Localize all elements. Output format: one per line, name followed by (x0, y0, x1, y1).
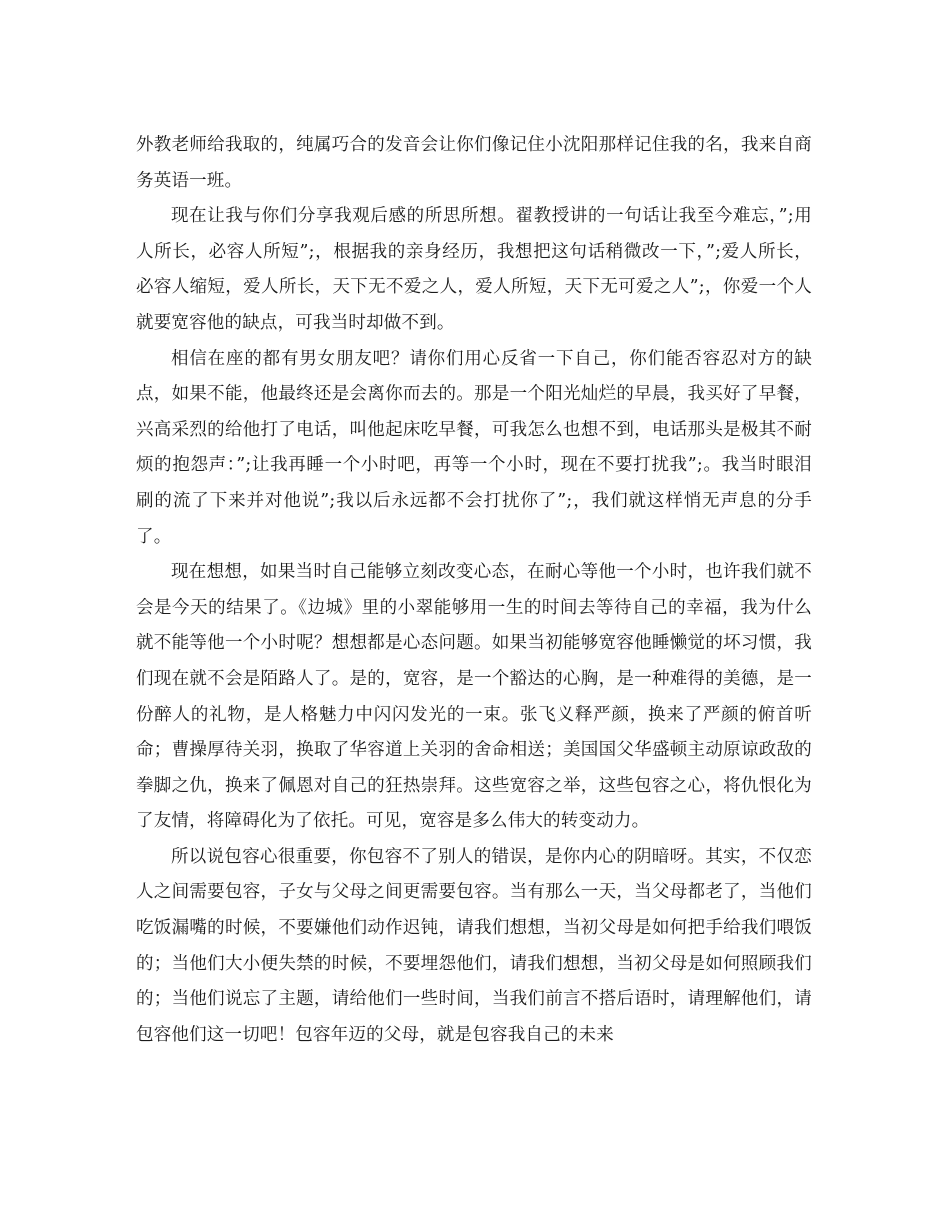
paragraph-4: 现在想想，如果当时自己能够立刻改变心态，在耐心等他一个小时，也许我们就不会是今天的结果了。《边城》里的小翠能够用一生的时间去等待自己的幸福，我为什么就不能等他一个小时呢？想想都是心态问题。如果当初能够宽容他睡懒觉的坏习惯，我们现在就不会是陌路人了。是的，宽容，是一个豁达的心胸，是一种难得的美德，是一份醉人的礼物，是人格魅力中闪闪发光的一束。张飞义释严颜，换来了严颜的俯首听命；曹操厚待关羽，换取了华容道上关羽的舍命相送；美国国父华盛顿主动原谅政敌的拳脚之仇，换来了佩恩对自己的狂热崇拜。这些宽容之举，这些包容之心，将仇恨化为了友情，将障碍化为了依托。可见，宽容是多么伟大的转变动力。 (136, 562, 812, 832)
paragraph-2: 现在让我与你们分享我观后感的所思所想。翟教授讲的一句话让我至今难忘，”;用人所长，必容人所短”;，根据我的亲身经历，我想把这句话稍微改一下，”;爱人所长，必容人缩短，爱人所长，天下无不爱之人，爱人所短，天下无可爱之人”;，你爱一个人就要宽容他的缺点，可我当时却做不到。 (136, 206, 812, 333)
paragraph-1: 外教老师给我取的，纯属巧合的发音会让你们像记住小沈阳那样记住我的名，我来自商务英语一班。 (136, 135, 812, 191)
document-body (136, 128, 812, 1053)
paragraph-5: 所以说包容心很重要，你包容不了别人的错误，是你内心的阴暗呀。其实，不仅恋人之间需要包容，子女与父母之间更需要包容。当有那么一天，当父母都老了，当他们吃饭漏嘴的时候，不要嫌他们动作迟钝，请我们想想，当初父母是如何把手给我们喂饭的；当他们大小便失禁的时候，不要埋怨他们，请我们想想，当初父母是如何照顾我们的；当他们说忘了主题，请给他们一些时间，当我们前言不搭后语时，请理解他们，请包容他们这一切吧！包容年迈的父母，就是包容我自己的未来 (136, 846, 812, 1045)
paragraph-3: 相信在座的都有男女朋友吧？请你们用心反省一下自己，你们能否容忍对方的缺点，如果不能，他最终还是会离你而去的。那是一个阳光灿烂的早晨，我买好了早餐，兴高采烈的给他打了电话，叫他起床吃早餐，可我怎么也想不到，电话那头是极其不耐烦的抱怨声：”;让我再睡一个小时吧，再等一个小时，现在不要打扰我”;。我当时眼泪刷的流了下来并对他说”;我以后永远都不会打扰你了”;，我们就这样悄无声息的分手了。 (136, 348, 812, 547)
